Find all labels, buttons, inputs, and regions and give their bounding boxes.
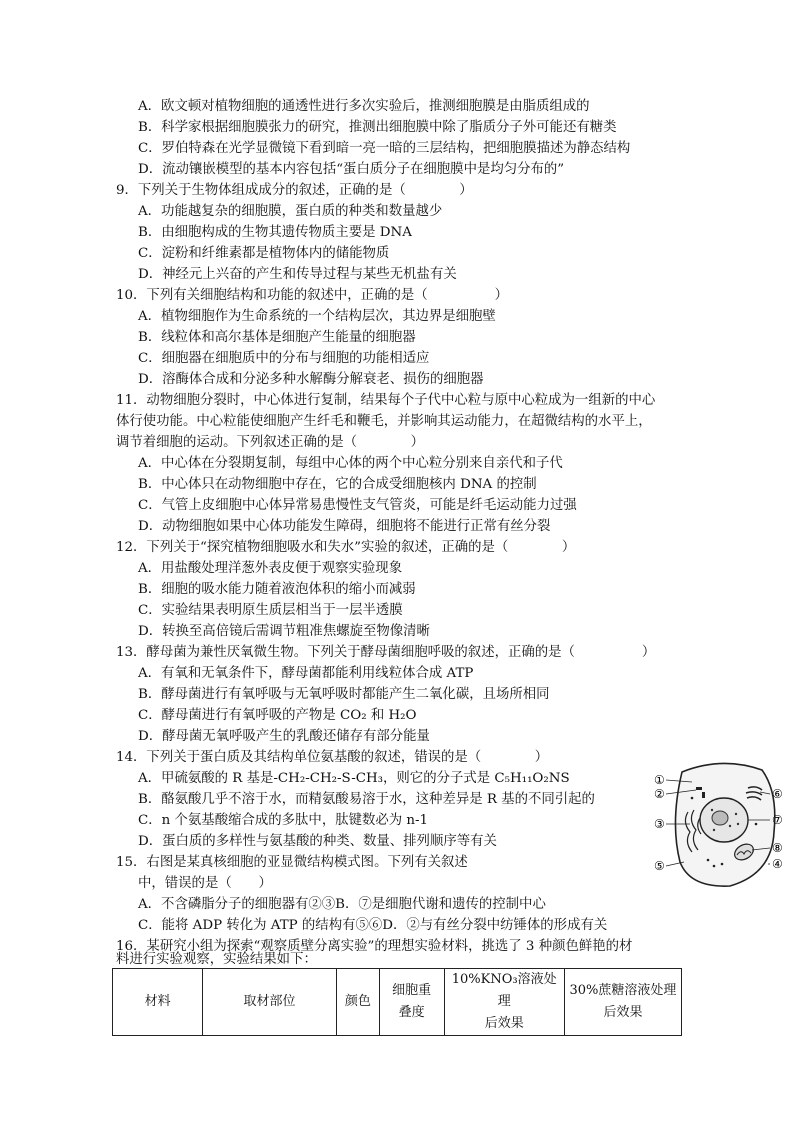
header-sucrose-effect: 30%蔗糖溶液处理 后效果 (564, 969, 681, 1036)
q10-option-a: A．植物细胞作为生命系统的一个结构层次，其边界是细胞壁 (138, 309, 496, 324)
figure-label-1: ① (654, 773, 665, 787)
q11-option-d: D．动物细胞如果中心体功能发生障碍，细胞将不能进行正常有丝分裂 (138, 519, 551, 534)
q8-option-c: C．罗伯特森在光学显微镜下看到暗一亮一暗的三层结构，把细胞膜描述为静态结构 (138, 141, 631, 156)
figure-label-6: ⑥ (772, 787, 783, 801)
header-kno3-effect: 10%KNO₃溶液处理 后效果 (444, 969, 564, 1036)
q11-stem-line-2: 体行使功能。中心粒能使细胞产生纤毛和鞭毛，并影响其运动能力，在超微结构的水平上， (116, 414, 652, 429)
q12-option-c: C．实验结果表明原生质层相当于一层半透膜 (138, 603, 403, 618)
q12-option-a: A．用盐酸处理洋葱外表皮便于观察实验现象 (138, 561, 403, 576)
q16-stem-line-2: 料进行实验观察，实验结果如下： (116, 952, 317, 967)
figure-label-3: ③ (654, 817, 665, 831)
figure-label-2: ② (654, 787, 665, 801)
q12-stem: 12．下列关于“探究植物细胞吸水和失水”实验的叙述，正确的是（ ） (116, 540, 576, 555)
q11-stem-line-3: 调节着细胞的运动。下列叙述正确的是（ ） (116, 435, 424, 450)
q15-stem-line-1: 15．右图是某真核细胞的亚显微结构模式图。下列有关叙述 (116, 855, 468, 870)
q14-option-c: C．n 个氨基酸缩合成的多肽中，肽键数必为 n-1 (138, 813, 429, 828)
q15-stem-line-2: 中，错误的是（ ） (138, 876, 272, 891)
q15-options-ab: A．不含磷脂分子的细胞器有②③B．⑦是细胞代谢和遗传的控制中心 (138, 897, 546, 912)
header-material: 材料 (113, 969, 203, 1036)
q13-stem: 13．酵母菌为兼性厌氧微生物。下列关于酵母菌细胞呼吸的叙述，正确的是（ ） (116, 645, 656, 660)
figure-label-4: ④ (772, 857, 783, 871)
q12-option-b: B．细胞的吸水能力随着液泡体积的缩小而减弱 (138, 582, 416, 597)
q13-option-c: C．酵母菌进行有氧呼吸的产物是 CO₂ 和 H₂O (138, 708, 417, 723)
q11-option-b: B．中心体只在动物细胞中存在，它的合成受细胞核内 DNA 的控制 (138, 477, 537, 492)
q14-option-b: B．酪氨酸几乎不溶于水，而精氨酸易溶于水，这种差异是 R 基的不同引起的 (138, 792, 595, 807)
centriole-shape (696, 787, 702, 790)
q16-stem-line-1: 16．某研究小组为探索“观察质壁分离实验”的理想实验材料，挑选了 3 种颜色鲜艳的材 (116, 939, 633, 954)
table-header-row (113, 969, 682, 1036)
q13-option-d: D．酵母菌无氧呼吸产生的乳酸还储存有部分能量 (138, 729, 430, 744)
q14-option-d: D．蛋白质的多样性与氨基酸的种类、数量、排列顺序等有关 (138, 834, 497, 849)
q9-option-a: A．功能越复杂的细胞膜，蛋白质的种类和数量越少 (138, 204, 443, 219)
experiment-table (112, 968, 682, 1036)
q8-option-b: B．科学家根据细胞膜张力的研究，推测出细胞膜中除了脂质分子外可能还有糖类 (138, 120, 617, 135)
q14-stem: 14．下列关于蛋白质及其结构单位氨基酸的叙述，错误的是（ ） (116, 750, 549, 765)
q11-option-a: A．中心体在分裂期复制，每组中心体的两个中心粒分别来自亲代和子代 (138, 456, 563, 471)
q13-option-b: B．酵母菌进行有氧呼吸与无氧呼吸时都能产生二氧化碳，且场所相同 (138, 687, 550, 702)
nucleolus-shape (712, 811, 728, 825)
q10-option-c: C．细胞器在细胞质中的分布与细胞的功能相适应 (138, 351, 430, 366)
header-color: 颜色 (336, 969, 379, 1036)
q8-option-a: A．欧文顿对植物细胞的通透性进行多次实验后，推测细胞膜是由脂质组成的 (138, 99, 590, 114)
q11-stem-line-1: 11．动物细胞分裂时，中心体进行复制，结果每个子代中心粒与原中心粒成为一组新的中心 (116, 393, 656, 408)
q13-option-a: A．有氧和无氧条件下，酵母菌都能利用线粒体合成 ATP (138, 666, 474, 681)
q10-stem: 10．下列有关细胞结构和功能的叙述中，正确的是（ ） (116, 288, 508, 303)
figure-label-8: ⑧ (772, 841, 783, 855)
header-sampling-site: 取材部位 (203, 969, 337, 1036)
q10-option-d: D．溶酶体合成和分泌多种水解酶分解衰老、损伤的细胞器 (138, 372, 484, 387)
q9-option-b: B．由细胞构成的生物其遗传物质主要是 DNA (138, 225, 412, 240)
cell-diagram (652, 752, 788, 892)
figure-label-7: ⑦ (772, 813, 783, 827)
q8-option-d: D．流动镶嵌模型的基本内容包括“蛋白质分子在细胞膜中是均匀分布的” (138, 162, 565, 177)
q15-options-cd: C．能将 ADP 转化为 ATP 的结构有⑤⑥D．②与有丝分裂中纺锤体的形成有关 (138, 918, 608, 933)
q11-option-c: C．气管上皮细胞中心体异常易患慢性支气管炎，可能是纤毛运动能力过强 (138, 498, 577, 513)
q14-option-a: A．甲硫氨酸的 R 基是-CH₂-CH₂-S-CH₃，则它的分子式是 C₅H₁₁O₂NS (138, 771, 570, 786)
header-cell-overlap: 细胞重 叠度 (379, 969, 444, 1036)
q9-option-c: C．淀粉和纤维素都是植物体内的储能物质 (138, 246, 390, 261)
q9-stem: 9．下列关于生物体组成成分的叙述，正确的是（ ） (116, 183, 473, 198)
figure-label-5: ⑤ (654, 859, 665, 873)
q12-option-d: D．转换至高倍镜后需调节粗准焦螺旋至物像清晰 (138, 624, 430, 639)
q10-option-b: B．线粒体和高尔基体是细胞产生能量的细胞器 (138, 330, 416, 345)
q9-option-d: D．神经元上兴奋的产生和传导过程与某些无机盐有关 (138, 267, 457, 282)
